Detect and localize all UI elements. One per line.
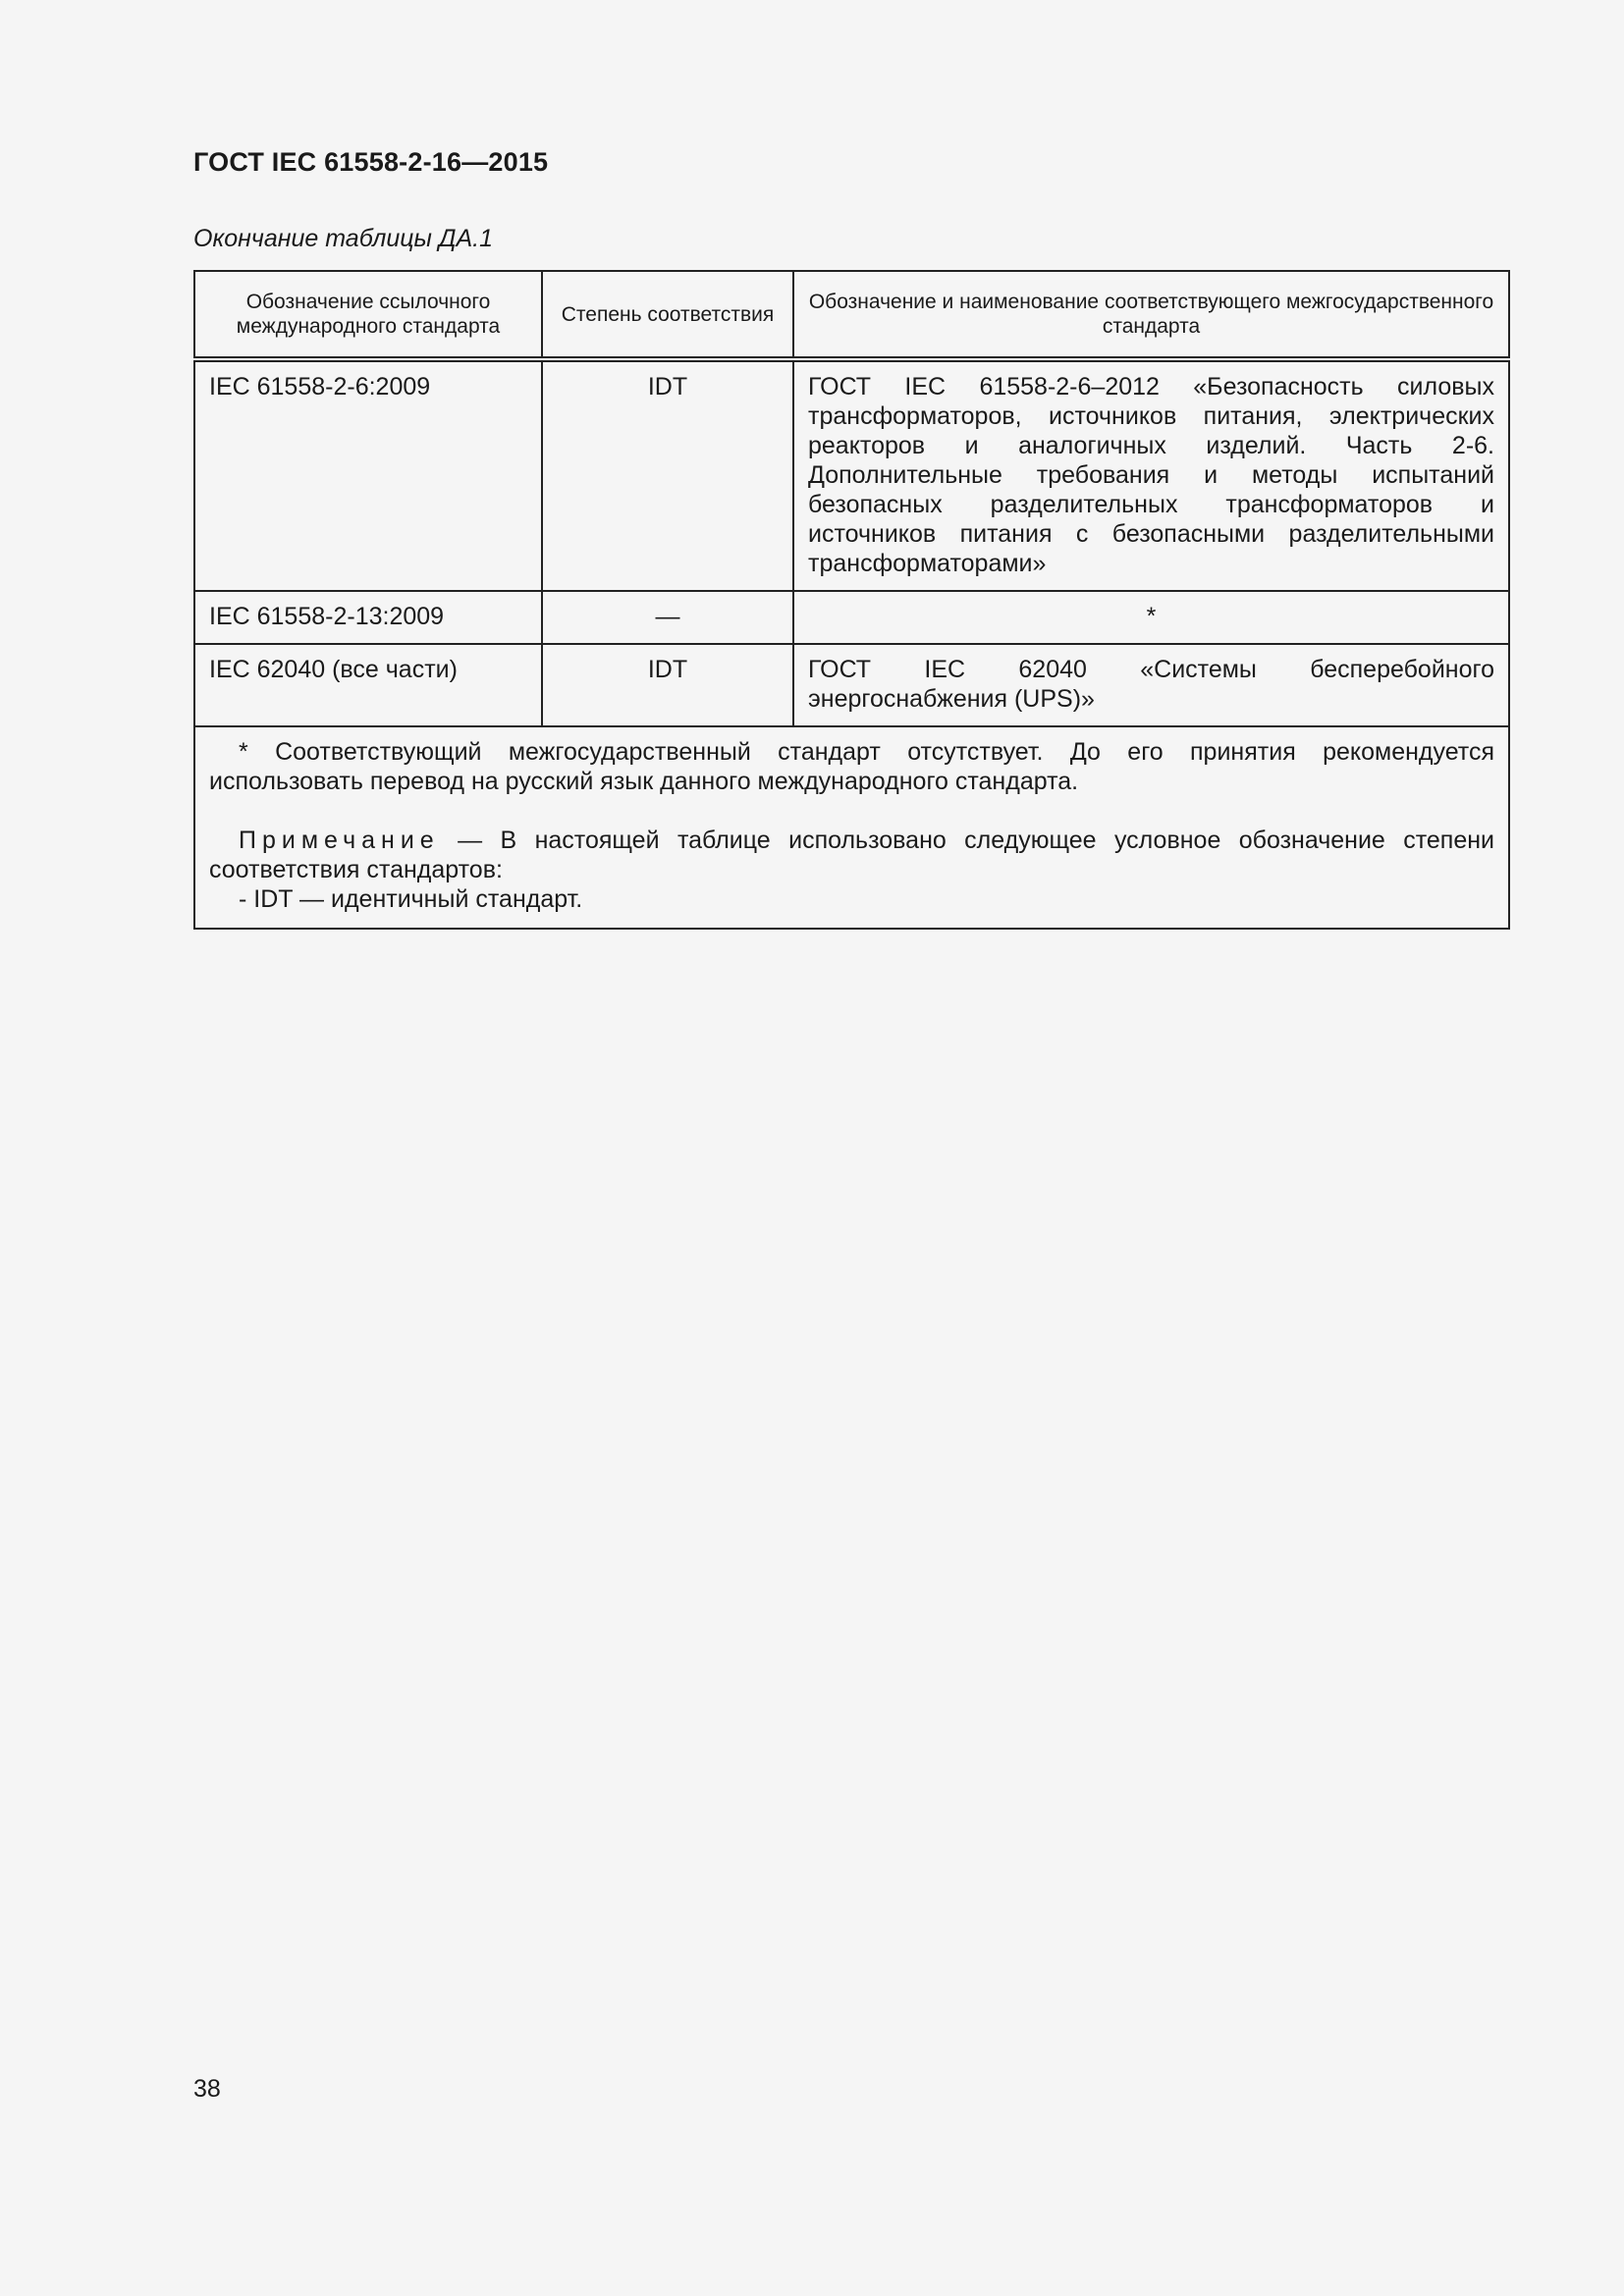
reference-standard-cell: IEC 62040 (все части): [194, 644, 542, 726]
column-header-reference-standard: Обозначение ссылочного международного стандарта: [194, 271, 542, 359]
page-number: 38: [193, 2075, 221, 2103]
note-paragraph: [209, 826, 1494, 884]
column-header-degree: Степень соответствия: [542, 271, 793, 359]
table-caption: Окончание таблицы ДА.1: [193, 225, 493, 252]
interstate-standard-cell: *: [793, 591, 1509, 644]
note-text: — В настоящей таблице использовано следующее условное обозначение степени соответствия стандартов:: [209, 827, 1494, 883]
table-footer-row: [194, 726, 1509, 929]
column-header-interstate-standard: Обозначение и наименование соответствующего межгосударственного стандарта: [793, 271, 1509, 359]
table-footnote-cell: [194, 726, 1509, 929]
reference-standard-cell: IEC 61558-2-6:2009: [194, 359, 542, 591]
table-row: [194, 359, 1509, 591]
table-row: [194, 644, 1509, 726]
degree-cell: IDT: [542, 359, 793, 591]
degree-cell: IDT: [542, 644, 793, 726]
standards-table: [193, 270, 1510, 930]
table-row: [194, 591, 1509, 644]
degree-cell: —: [542, 591, 793, 644]
reference-standard-cell: IEC 61558-2-13:2009: [194, 591, 542, 644]
interstate-standard-cell: ГОСТ IEC 62040 «Системы бесперебойного энергоснабжения (UPS)»: [793, 644, 1509, 726]
document-header: ГОСТ IEC 61558-2-16—2015: [193, 147, 549, 177]
note-list-item: - IDT — идентичный стандарт.: [239, 885, 583, 913]
footnote-text: * Соответствующий межгосударственный стандарт отсутствует. До его принятия рекомендуется использовать перевод на русский язык данного международного стандарта.: [209, 738, 1494, 795]
note-label: Примечание: [239, 827, 440, 854]
table-header-row: [194, 271, 1509, 359]
interstate-standard-cell: ГОСТ IEC 61558-2-6–2012 «Безопасность силовых трансформаторов, источников питания, электрических реакторов и аналогичных изделий. Часть 2-6. Дополнительные требования и методы испытаний безопасных разделительных трансформаторов и источников питания с безопасными разделительными трансформаторами»: [793, 359, 1509, 591]
